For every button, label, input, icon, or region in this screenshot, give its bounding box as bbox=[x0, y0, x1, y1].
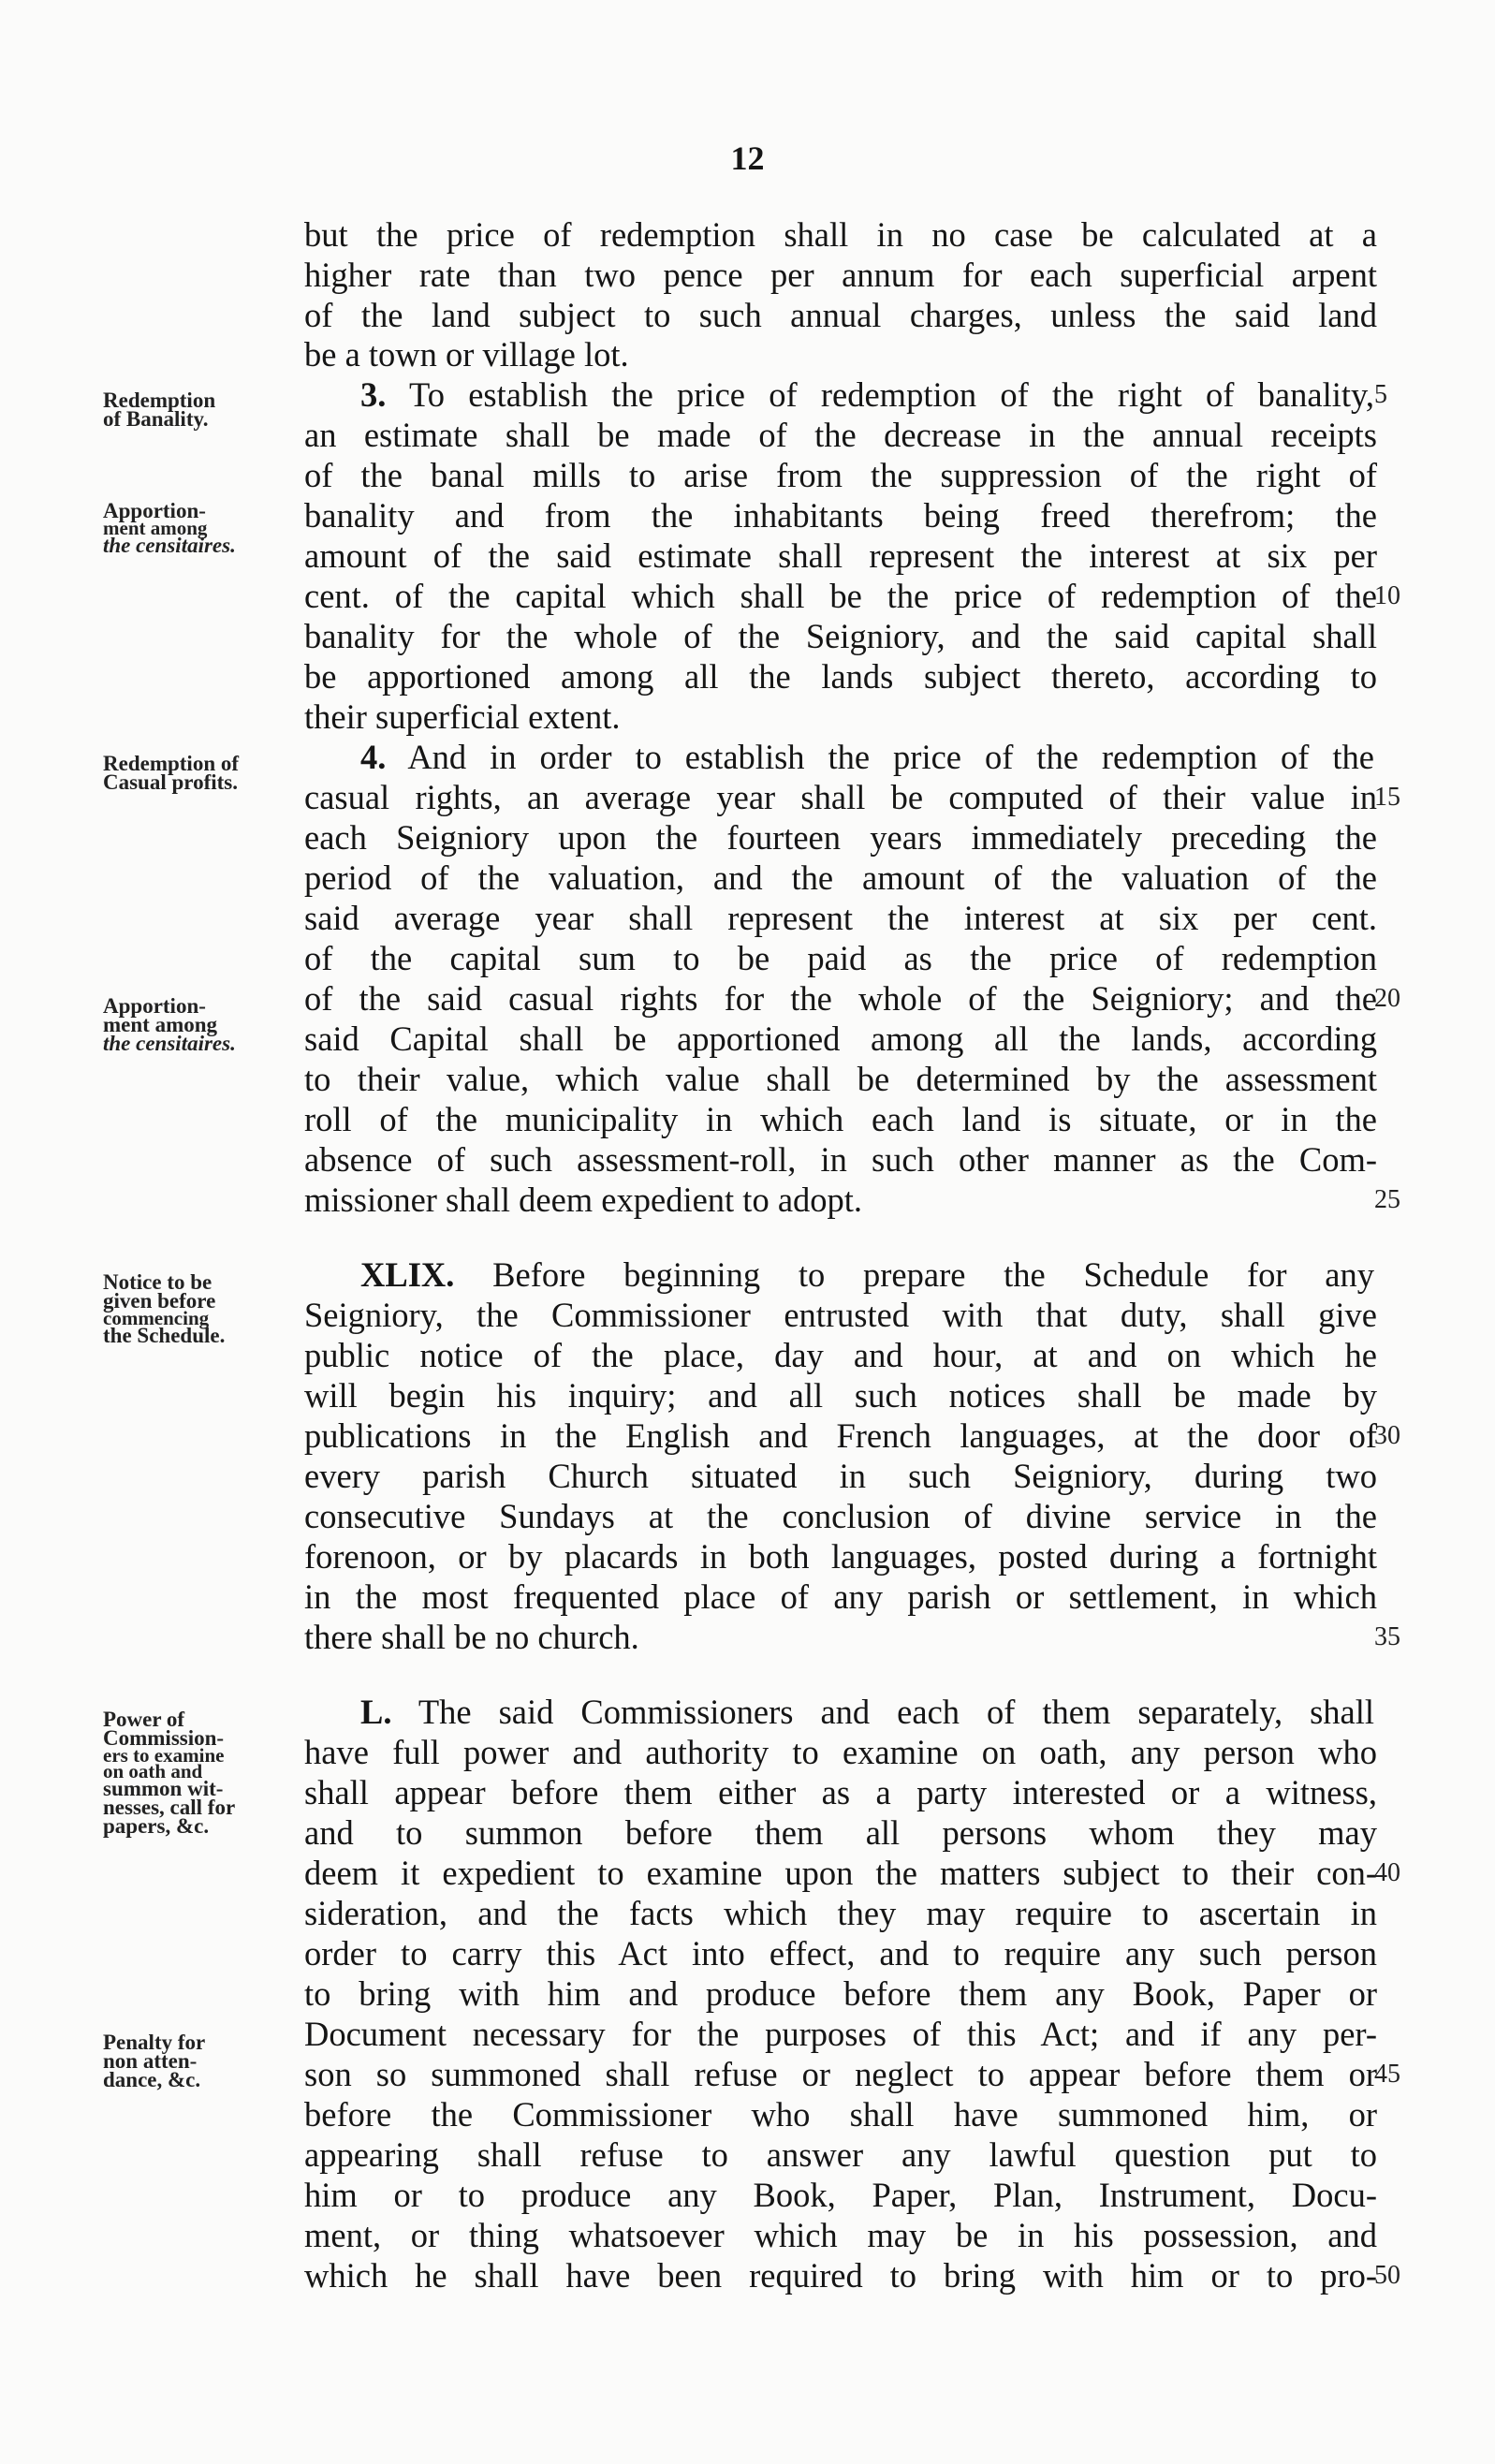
text-line: 3. To establish the price of redemption of the right of banality, bbox=[360, 375, 1374, 414]
text-line: banality and from the inhabitants being freed therefrom; the bbox=[304, 496, 1377, 535]
text-line: and to summon before them all persons whom they may bbox=[304, 1813, 1377, 1852]
margin-note-notice: Notice to be given before commencing the Schedule. bbox=[103, 1270, 226, 1347]
text-line: L. The said Commissioners and each of them separately, shall bbox=[360, 1693, 1374, 1731]
text-line: each Seigniory upon the fourteen years immediately preceding the bbox=[304, 818, 1377, 857]
line-number: 40 bbox=[1374, 1858, 1400, 1887]
text-line: Seigniory, the Commissioner entrusted with that duty, shall give bbox=[304, 1296, 1377, 1334]
text-line: which he shall have been required to bring with him or to pro- bbox=[304, 2256, 1377, 2295]
text-line: public notice of the place, day and hour, at and on which he bbox=[304, 1336, 1377, 1374]
text-line: higher rate than two pence per annum for each superficial arpent bbox=[304, 256, 1377, 294]
margin-note-penalty: Penalty for non atten- dance, &c. bbox=[103, 2031, 206, 2091]
text-line: cent. of the capital which shall be the price of redemption of the bbox=[304, 577, 1377, 615]
text-line: of the capital sum to be paid as the price of redemption bbox=[304, 939, 1377, 977]
text-line: publications in the English and French languages, at the door of bbox=[304, 1416, 1377, 1455]
text-line: their superficial extent. bbox=[304, 697, 621, 736]
text-line: consecutive Sundays at the conclusion of divine service in the bbox=[304, 1497, 1377, 1535]
text-line: missioner shall deem expedient to adopt. bbox=[304, 1181, 863, 1219]
page-number: 12 bbox=[730, 139, 765, 177]
text-line: ment, or thing whatsoever which may be in his possession, and bbox=[304, 2216, 1377, 2254]
text-line: shall appear before them either as a party interested or a witness, bbox=[304, 1773, 1377, 1811]
text-line: absence of such assessment-roll, in such other manner as the Com- bbox=[304, 1140, 1377, 1179]
text-line: forenoon, or by placards in both languages, posted during a fortnight bbox=[304, 1537, 1377, 1576]
text-line: said average year shall represent the interest at six per cent. bbox=[304, 899, 1377, 937]
line-number: 15 bbox=[1374, 783, 1400, 812]
line-number: 25 bbox=[1374, 1185, 1400, 1214]
text-line: appearing shall refuse to answer any lawful question put to bbox=[304, 2135, 1377, 2174]
text-line: will begin his inquiry; and all such notices shall be made by bbox=[304, 1376, 1377, 1415]
margin-note-apportionment: Apportion- ment among the censitaires. bbox=[103, 499, 236, 557]
text-line: an estimate shall be made of the decrease in the annual receipts bbox=[304, 416, 1377, 454]
text-line: of the said casual rights for the whole of the Seigniory; and the bbox=[304, 979, 1377, 1018]
line-number: 5 bbox=[1374, 380, 1387, 409]
line-number: 50 bbox=[1374, 2261, 1400, 2290]
line-number: 20 bbox=[1374, 984, 1400, 1013]
text-line: be apportioned among all the lands subject thereto, according to bbox=[304, 657, 1377, 696]
text-line: period of the valuation, and the amount of the valuation of the bbox=[304, 858, 1377, 897]
text-line: in the most frequented place of any parish or settlement, in which bbox=[304, 1577, 1377, 1616]
text-line: but the price of redemption shall in no case be calculated at a bbox=[304, 215, 1377, 254]
section-number: L. bbox=[360, 1693, 392, 1731]
text-line: there shall be no church. bbox=[304, 1618, 639, 1656]
margin-note-banality: Redemption of Banality. bbox=[103, 389, 216, 431]
line-number: 30 bbox=[1374, 1421, 1400, 1450]
text-line: 4. And in order to establish the price of the redemption of the bbox=[360, 738, 1374, 776]
section-number: 4. bbox=[360, 738, 387, 776]
text-line: XLIX. Before beginning to prepare the Schedule for any bbox=[360, 1255, 1375, 1294]
text-line: deem it expedient to examine upon the matters subject to their con- bbox=[304, 1854, 1377, 1892]
section-number: 3. bbox=[360, 375, 387, 414]
text-line: before the Commissioner who shall have summoned him, or bbox=[304, 2095, 1377, 2134]
line-number: 45 bbox=[1374, 2060, 1400, 2089]
text-line: banality for the whole of the Seigniory, and the said capital shall bbox=[304, 617, 1377, 655]
margin-note-power-of-commissioners: Power of Commission- ers to examine on oath and summon wit- nesses, call for papers, &c. bbox=[103, 1708, 236, 1838]
text-line: son so summoned shall refuse or neglect to appear before them or bbox=[304, 2055, 1377, 2093]
text-line: amount of the said estimate shall represent the interest at six per bbox=[304, 536, 1377, 575]
text-line: of the land subject to such annual charges, unless the said land bbox=[304, 296, 1377, 334]
margin-note-apportionment: Apportion- ment among the censitaires. bbox=[103, 994, 236, 1055]
text-line: casual rights, an average year shall be computed of their value in bbox=[304, 778, 1377, 816]
text-line: to bring with him and produce before them any Book, Paper or bbox=[304, 1974, 1377, 2013]
text-line: to their value, which value shall be determined by the assessment bbox=[304, 1060, 1377, 1098]
text-line: every parish Church situated in such Seigniory, during two bbox=[304, 1457, 1377, 1495]
text-line: Document necessary for the purposes of this Act; and if any per- bbox=[304, 2015, 1377, 2053]
text-line: be a town or village lot. bbox=[304, 335, 629, 374]
line-number: 10 bbox=[1374, 581, 1400, 610]
line-number: 35 bbox=[1374, 1622, 1400, 1651]
text-line: said Capital shall be apportioned among all the lands, according bbox=[304, 1019, 1377, 1058]
text-line: order to carry this Act into effect, and to require any such person bbox=[304, 1934, 1377, 1973]
text-line: roll of the municipality in which each land is situate, or in the bbox=[304, 1100, 1377, 1138]
margin-note-casual-profits: Redemption of Casual profits. bbox=[103, 752, 240, 794]
text-line: of the banal mills to arise from the suppression of the right of bbox=[304, 456, 1377, 494]
text-line: have full power and authority to examine on oath, any person who bbox=[304, 1733, 1377, 1771]
text-line: sideration, and the facts which they may require to ascertain in bbox=[304, 1894, 1377, 1932]
section-number: XLIX. bbox=[360, 1255, 455, 1294]
text-line: him or to produce any Book, Paper, Plan, Instrument, Docu- bbox=[304, 2176, 1377, 2214]
